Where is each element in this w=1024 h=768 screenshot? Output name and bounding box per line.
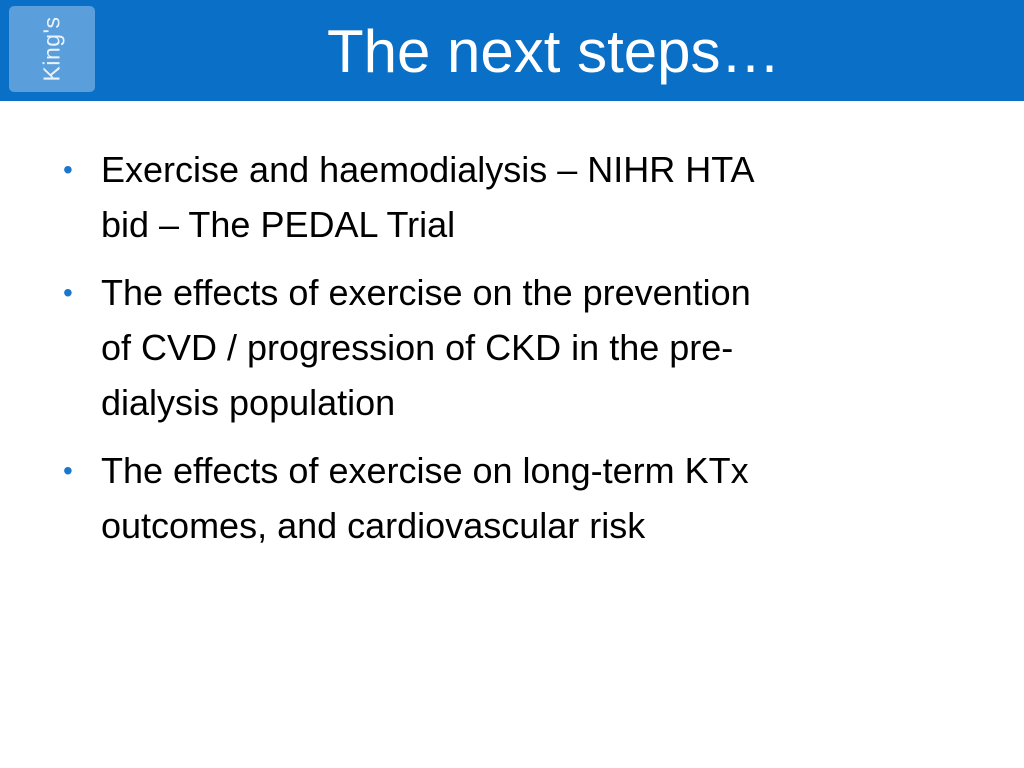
bullet-text-line: bid – The PEDAL Trial bbox=[101, 204, 456, 245]
bullet-text-line: The effects of exercise on long-term KTx bbox=[101, 450, 749, 491]
slide-title: The next steps… bbox=[327, 18, 781, 85]
bullet-dot-icon: • bbox=[63, 154, 73, 185]
bullet-text-line: outcomes, and cardiovascular risk bbox=[101, 505, 646, 546]
bullet-list bbox=[0, 142, 1024, 566]
bullet-item-pedal-trial bbox=[0, 142, 1024, 252]
bullet-dot-icon: • bbox=[63, 455, 73, 486]
bullet-text-line: of CVD / progression of CKD in the pre- bbox=[101, 327, 734, 368]
bullet-text-line: The effects of exercise on the prevention bbox=[101, 272, 751, 313]
kings-logo bbox=[9, 6, 95, 92]
bullet-item-cvd-ckd bbox=[0, 265, 1024, 430]
bullet-item-ktx-outcomes bbox=[0, 443, 1024, 553]
bullet-dot-icon: • bbox=[63, 277, 73, 308]
logo-text: King's bbox=[38, 16, 65, 82]
bullet-text-line: Exercise and haemodialysis – NIHR HTA bbox=[101, 149, 755, 190]
bullet-text-line: dialysis population bbox=[101, 382, 396, 423]
title-bar bbox=[0, 0, 1024, 101]
